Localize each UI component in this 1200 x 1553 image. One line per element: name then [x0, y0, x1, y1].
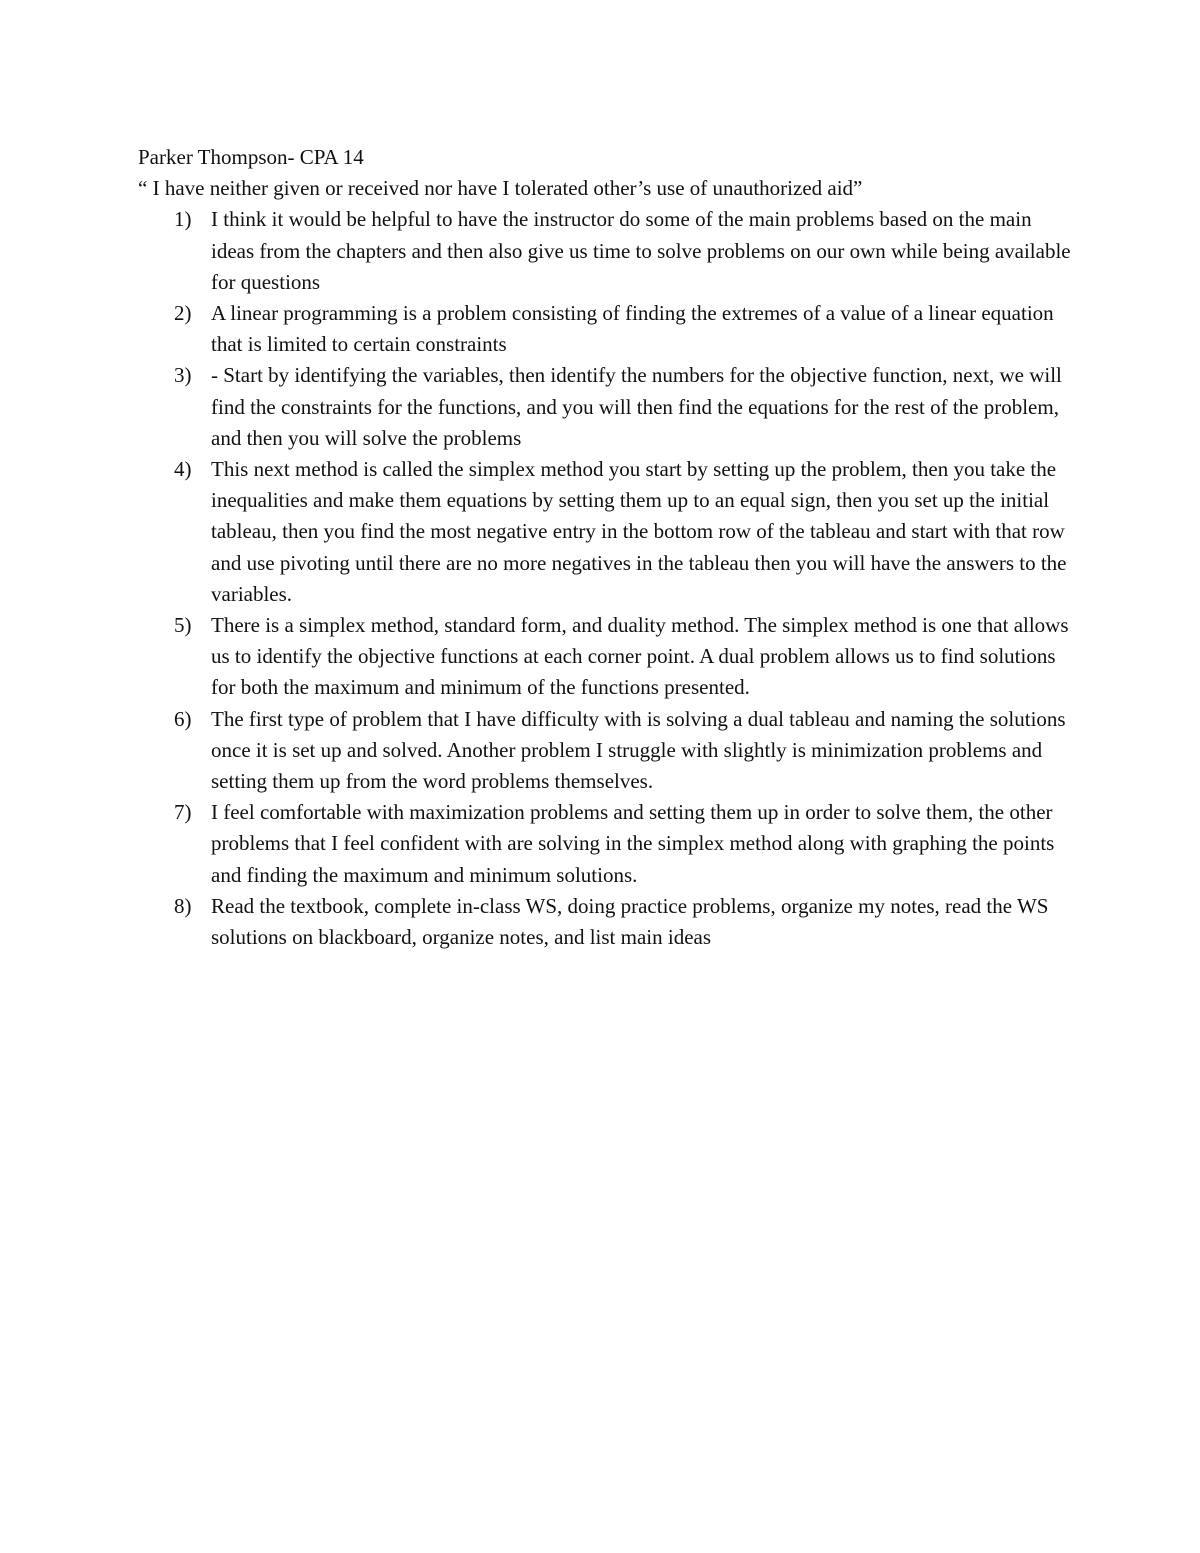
list-item: [138, 360, 1078, 454]
list-item: [138, 610, 1078, 704]
list-item-text: There is a simplex method, standard form, and duality method. The simplex method is one that allows us to identify the objective functions at each corner point. A dual problem allows us to find solutions for both the maximum and minimum of the functions presented.: [211, 613, 1069, 700]
list-item-text: The first type of problem that I have difficulty with is solving a dual tableau and naming the solutions once it is set up and solved. Another problem I struggle with slightly is minimization problems and setting them up from the word problems themselves.: [211, 706, 1066, 794]
list-item-number: 1): [174, 207, 192, 232]
list-item-number: 5): [174, 613, 192, 638]
list-item: [138, 204, 1078, 298]
list-item-number: 4): [174, 457, 192, 482]
list-item-text: A linear programming is a problem consisting of finding the extremes of a value of a linear equation that is limited to certain constraints: [211, 301, 1054, 357]
list-item-text: - Start by identifying the variables, then identify the numbers for the objective function, next, we will find the constraints for the functions, and you will then find the equations for the rest of the problem, and then you will solve the problems: [211, 363, 1062, 450]
document-body: [138, 142, 1078, 953]
list-item: [138, 454, 1078, 610]
list-item: [138, 797, 1078, 891]
answer-list: [138, 204, 1078, 953]
list-item-text: Read the textbook, complete in-class WS, doing practice problems, organize my notes, read the WS solutions on blackboard, organize notes, and list main ideas: [211, 893, 1049, 950]
list-item: [138, 891, 1078, 953]
list-item-number: 7): [174, 800, 192, 825]
list-item-text: This next method is called the simplex method you start by setting up the problem, then you take the inequalities and make them equations by setting them up to an equal sign, then you set up the initial tableau, then you find the most negative entry in the bottom row of the tableau and start with that row and use pivoting until there are no more negatives in the tableau then you will have the answers to the variables.: [211, 457, 1067, 606]
list-item-text: I think it would be helpful to have the instructor do some of the main problems based on the main ideas from the chapters and then also give us time to solve problems on our own while being available for questions: [211, 207, 1071, 294]
list-item: [138, 298, 1078, 360]
list-item-number: 8): [174, 893, 192, 918]
list-item: [138, 704, 1078, 798]
honor-statement: “ I have neither given or received nor have I tolerated other’s use of unauthorized aid”: [138, 176, 863, 201]
list-item-number: 2): [174, 301, 192, 326]
author-header-line: Parker Thompson- CPA 14: [138, 145, 364, 169]
list-item-text: I feel comfortable with maximization problems and setting them up in order to solve them, the other problems that I feel confident with are solving in the simplex method along with graphing the points and finding the maximum and minimum solutions.: [211, 800, 1055, 887]
list-item-number: 6): [174, 706, 192, 731]
list-item-number: 3): [174, 363, 192, 388]
